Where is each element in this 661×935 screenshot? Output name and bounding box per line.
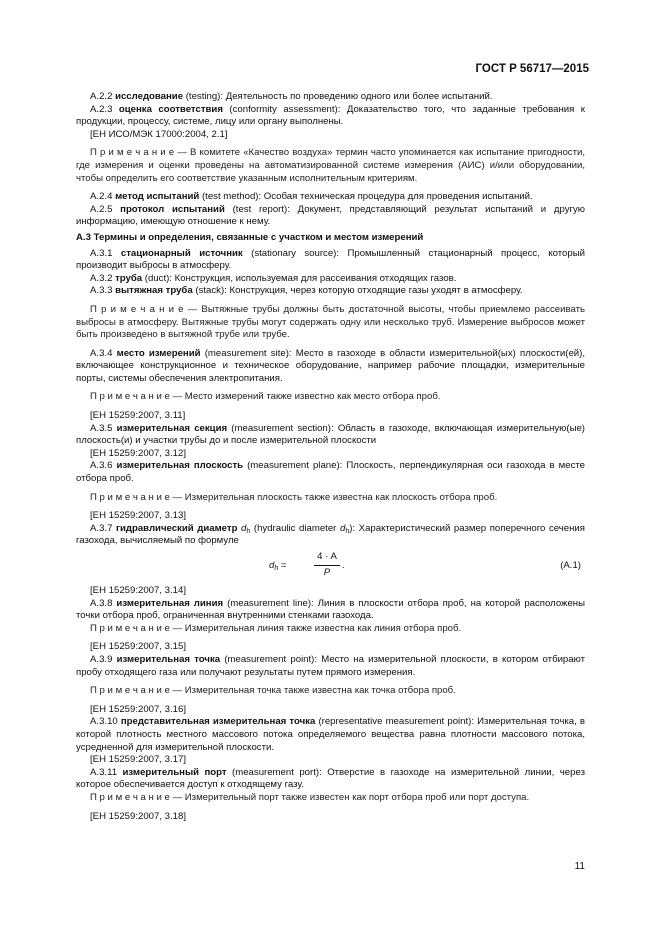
term-a-3-6: А.3.6 измерительная плоскость (measurement plane): Плоскость, перпендикулярная оси газохода в месте отбора проб. [76,460,585,485]
formula-numerator: 4 · A [317,551,337,562]
term-a-2-5: А.2.5 протокол испытаний (test report): Документ, представляющий результат испытаний и другую информацию, имеющую отношение к нему. [76,203,585,228]
document-header-id: ГОСТ Р 56717—2015 [475,63,589,75]
term-a-3-10: А.3.10 представительная измерительная точка (representative measurement point): Измерительная точка, в которой плотность местного массового потока определяемого вещества равна плотности массового потока, усредненной для измерительной плоскости. [76,716,585,753]
reference: [ЕН 15259:2007, 3.14] [90,585,187,596]
term-a-3-1: А.3.1 стационарный источник (stationary source): Промышленный стационарный процесс, который производит выбросы в атмосферу. [76,247,585,272]
formula-label: (А.1) [560,560,581,571]
reference: [ЕН 15259:2007, 3.13] [90,510,187,522]
term-a-3-8: А.3.8 измерительная линия (measurement line): Линия в плоскости отбора проб, на которой расположены точки отбора проб, ограниченная внутренними стенками газохода. [76,597,585,622]
note: П р и м е ч а н и е — Вытяжные трубы должны быть достаточной высоты, чтобы приемлемо рассеивать выбросы в атмосферу. Вытяжные трубы могут содержать одну или несколько труб. Измерение выбросов может быть произведено в вытяжной трубе или трубе. [76,303,585,341]
reference: [ЕН 15259:2007, 3.15] [90,641,187,653]
formula-a-1 [76,551,585,581]
term-a-3-5: А.3.5 измерительная секция (measurement section): Область в газоходе, включающая измерительную(ые) плоскость(и) и участки трубы до и после измерительной плоскости [76,422,585,447]
note: П р и м е ч а н и е — Место измерений также известно как место отбора проб. [90,391,441,403]
term-a-3-4: А.3.4 место измерений (measurement site): Место в газоходе в области измерительной(ых) плоскости(ей), включающее конструкционное и техническое оборудование, например рабочие площадки, измерительные порты, системы обеспечения электропитания. [76,347,585,384]
document-body [76,91,585,823]
term-a-3-7: А.3.7 гидравлический диаметр $d_h$ (hydraulic diameter $d_h$): Характеристический размер поперечного сечения газохода, вычисляемый по формуле [76,522,585,547]
reference: [ЕН 15259:2007, 3.17] [90,754,187,766]
term-a-3-2: А.3.2 труба (duct): Конструкция, используемая для рассеивания отходящих газов. [90,272,457,284]
formula-fraction [314,551,340,579]
section-heading-a-3: А.3 Термины и определения, связанные с участком и местом измерений [76,231,424,243]
reference: [ЕН ИСО/МЭК 17000:2004, 2.1] [90,128,228,140]
reference: [ЕН 15259:2007, 3.16] [90,703,187,715]
term-a-2-4: А.2.4 метод испытаний (test method): Особая техническая процедура для проведения испытаний. [90,191,533,203]
note: П р и м е ч а н и е — Измерительная точка также известна как точка отбора проб. [90,685,456,697]
formula-denominator: P [323,566,331,578]
formula-lhs: $d_h$ = [269,560,287,572]
reference: [ЕН 15259:2007, 3.18] [90,810,187,822]
term-a-3-3: А.3.3 вытяжная труба (stack): Конструкция, через которую отходящие газы уходят в атмосферу. [90,285,523,297]
reference: [ЕН 15259:2007, 3.12] [90,447,187,459]
reference: [ЕН 15259:2007, 3.11] [90,410,186,422]
term-a-2-3: А.2.3 оценка соответствия (conformity assessment): Доказательство того, что заданные требования к продукции, процессу, системе, лицу или органу выполнены. [76,103,586,128]
term-a-3-11: А.3.11 измерительный порт (measurement port): Отверстие в газоходе на измерительной линии, через которое обеспечивается доступ к отходящему газу. [76,766,585,791]
note: П р и м е ч а н и е — Измерительная плоскость также известна как плоскость отбора проб. [90,491,498,503]
fraction-bar [314,565,340,566]
note: П р и м е ч а н и е — Измерительная линия также известна как линия отбора проб. [90,622,462,634]
term-a-3-9: А.3.9 измерительная точка (measurement point): Место на измерительной плоскости, в котором отбирают пробу отходящего газа или получают результаты путем прямого измерения. [76,653,585,678]
formula-dot: . [342,560,345,571]
term-a-2-2: А.2.2 исследование (testing): Деятельность по проведению одного или более испытаний. [90,91,493,102]
note: П р и м е ч а н и е — Измерительный порт также известен как порт отбора проб или порт доступа. [90,791,530,803]
page-number: 11 [574,861,585,872]
note: П р и м е ч а н и е — В комитете «Качество воздуха» термин часто упоминается как испытание пригодности, где измерения и оценки проведены на автоматизированной системе измерения (АИС) и/или оборудовании, чтобы определить его соответствие указанным исполнительным критериям. [76,147,585,184]
